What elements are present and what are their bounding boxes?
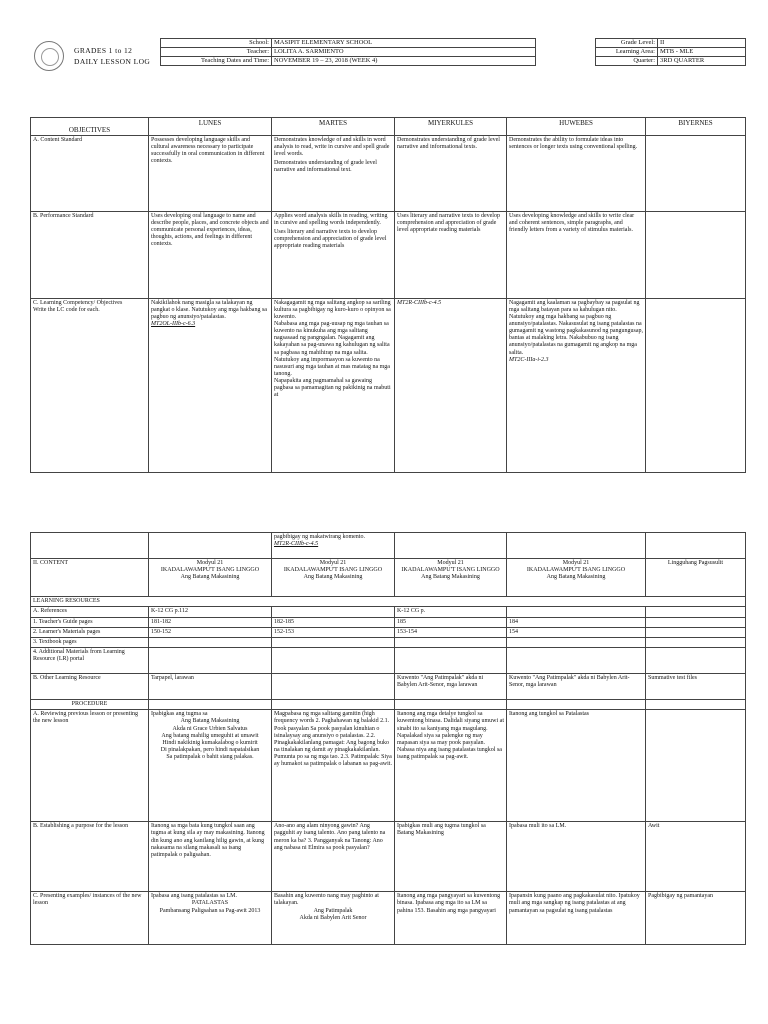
day-biyernes: BIYERNES (646, 118, 746, 136)
competency-martes-4: Napapakita ang pagmamahal sa gawaing pagbasa sa pamamagitan ng pakikinig na mabuti at (274, 377, 391, 399)
competency-huwebes-code: MT2C-IIIa-i-2.3 (509, 356, 549, 363)
area-value: MTB - MLE (658, 48, 746, 57)
content-procedure-table (30, 532, 746, 945)
objectives-table (30, 117, 746, 473)
examples-biyernes: Pagbibigay ng pamantayan (646, 892, 746, 945)
examples-huwebes: Ipapansin kung paano ang pagkakasulat nito. Ipatukoy muli ang mga sangkap ng isang patalastas at ang pamantayan sa pagsulat ng isang patalastas (507, 892, 646, 945)
tg-miyerkules: 185 (395, 618, 507, 628)
examples-lunes-3: Pambansang Paligsahan sa Pag-awit 2013 (159, 907, 261, 914)
review-lunes-1: Ipabigkas ang tugma sa (151, 711, 208, 718)
content-standard-label: A. Content Standard (31, 136, 149, 212)
review-label: A. Reviewing previous lesson or presenting the new lesson (31, 710, 149, 822)
performance-standard-lunes: Uses developing oral language to name and describe people, places, and concrete objects and communicate personal experiences, ideas, thoughts, actions, and feelings in different contexts. (149, 212, 272, 299)
content-martes (272, 559, 395, 597)
day-huwebes: HUWEBES (507, 118, 646, 136)
review-martes: Magpabasa ng mga salitang gamitin (high frequency words 2. Paghahawan ng balakid 2.1. Pook pasyalan Sa pook pasyalan kinuhian o isinalaysay ang anunsiyo o patalastas. 2.2. Pinagkakakilanlang pamagat: Ang bagong buko na tinalakan ng damit ay pinagkakakilanlan. Pumunta po sa ng mga tao. 2.3. Patimpalak: Siya ay humakot sa patimpalak o labanan sa pag-awit. (272, 710, 395, 822)
story-martes: Ang Batang Makasining (303, 574, 363, 581)
procedure-heading: PROCEDURE (31, 700, 149, 710)
header-grades: GRADES 1 to 12 (74, 46, 133, 55)
dates-label: Teaching Dates and Time: (161, 57, 272, 66)
performance-standard-martes-2: Uses literary and narrative texts to develop comprehension and appreciation of grade level appropriate reading materials (274, 229, 387, 250)
other-miyerkules: Kuwento "Ang Patimpalak" akda ni Babylen Arit-Senor, mga larawan (395, 674, 507, 700)
dates-value: NOVEMBER 19 – 23, 2018 (WEEK 4) (272, 57, 536, 66)
content-lunes (149, 559, 272, 597)
performance-standard-martes-1: Applies word analysis skills in reading, writing in cursive and spelling words independently. (274, 213, 388, 227)
header-dll: DAILY LESSON LOG (74, 57, 151, 66)
competency-huwebes (507, 299, 646, 473)
examples-lunes-1: Ipabasa ang isang patalastas sa LM. (151, 893, 237, 900)
deped-seal-icon (34, 41, 64, 71)
content-label: II. CONTENT (31, 559, 149, 597)
grade-value: II (658, 39, 746, 48)
other-resources-label: B. Other Learning Resource (31, 674, 149, 700)
examples-martes-3: Akda ni Babylen Arit Senor (299, 914, 367, 921)
teacher-label: Teacher: (161, 48, 272, 57)
review-miyerkules: Itanong ang mga detalye tungkol sa kuwentong binasa. Dalidali siyang umuwi at sinabi ito sa kaniyang mga magulang. Napalakad siya sa palengke ng may mapasan siya sa may pook pasyalan. Nabasa niya ang isang patalastas tungkol sa isang patimpalak sa pag-awit. (395, 710, 507, 822)
day-lunes: LUNES (149, 118, 272, 136)
week-huwebes: IKADALAWAMPU'T ISANG LINGGO (526, 567, 626, 574)
tg-martes: 182-185 (272, 618, 395, 628)
continued-martes-text: pagbibigay ng makatwirang komento. (274, 534, 365, 540)
day-miyerkules: MIYERKULES (395, 118, 507, 136)
quarter-value: 3RD QUARTER (658, 57, 746, 66)
learners-materials-label: 2. Learner's Materials pages (31, 628, 149, 638)
content-standard-lunes: Possesses developing language skills and cultural awareness necessary to participate successfully in oral communication in different contexts. (149, 136, 272, 212)
tg-lunes: 181-182 (149, 618, 272, 628)
lm-lunes: 150-152 (149, 628, 272, 638)
continued-martes (272, 533, 395, 559)
purpose-miyerkules: Ipabigkas muli ang tugma tungkol sa Batang Makasining (395, 822, 507, 892)
competency-label (31, 299, 149, 473)
content-standard-miyerkules: Demonstrates understanding of grade level narrative and informational texts. (395, 136, 507, 212)
review-huwebes: Itanong ang tungkol sa Patalastas (507, 710, 646, 822)
story-lunes: Ang Batang Makasining (180, 574, 240, 581)
modyul-miyerkules: Modyul 21 (437, 560, 464, 566)
content-standard-martes-1: Demonstrates knowledge of and skills in word analysis to read, write in cursive and spell grade level words. (274, 137, 390, 158)
other-lunes: Tarpapel, larawan (149, 674, 272, 700)
competency-lunes (149, 299, 272, 473)
performance-standard-biyernes (646, 212, 746, 299)
modyul-martes: Modyul 21 (319, 560, 347, 566)
review-lunes-4: Ang batang mahilig umeguhit at umawit (161, 732, 259, 739)
review-lunes-5: Hindi nakikinig kumakalabog o kumirit (162, 739, 258, 746)
content-miyerkules (395, 559, 507, 597)
examples-label: C. Presenting examples/ instances of the new lesson (31, 892, 149, 945)
school-label: School: (161, 39, 272, 48)
performance-standard-martes (272, 212, 395, 299)
additional-materials-label: 4. Additional Materials from Learning Resource (LR) portal (31, 648, 149, 674)
textbook-label: 3. Textbook pages (31, 638, 149, 648)
tg-huwebes: 184 (507, 618, 646, 628)
lm-huwebes: 154 (507, 628, 646, 638)
week-martes: IKADALAWAMPU'T ISANG LINGGO (283, 567, 383, 574)
competency-martes-2: Nababasa ang mga pag-uusap ng mga tauhan sa kuwento na kinukuha ang mga salitang nagsasaad ng pangngalan. Nagagamit ang kakayahan sa pag-unawa ng kahulugan ng salita sa pagbasa ng mahihirap na mga salita. (274, 321, 390, 356)
purpose-label: B. Establishing a purpose for the lesson (31, 822, 149, 892)
purpose-lunes: Itanong sa mga bata kung tungkol saan ang tugma at kung sila ay may makasining. Itanong din kung ano ang kanilang hilig gawin, at kung nakasama na silang makasali sa isang patimpalak o paligsahan. (149, 822, 272, 892)
examples-martes (272, 892, 395, 945)
competency-label-main: C. Learning Competency/ Objectives (33, 300, 123, 306)
competency-martes (272, 299, 395, 473)
examples-lunes-2: PATALASTAS (191, 900, 229, 907)
review-lunes-3: Akda ni Grace Urbien Salvatus (172, 725, 248, 732)
competency-biyernes (646, 299, 746, 473)
competency-lunes-code: MT2OL-IIIb-c-6.3 (151, 321, 196, 328)
competency-martes-1: Nakagagamit ng mga salitang angkop sa sariling kultura sa pagbibigay ng kuro-kuro o opinyon sa kuwento. (274, 300, 391, 321)
performance-standard-miyerkules: Uses literary and narrative texts to develop comprehension and appreciation of grade level appropriate reading materials (395, 212, 507, 299)
story-miyerkules: Ang Batang Makasining (421, 574, 480, 581)
learning-resources-heading: LEARNING RESOURCES (31, 597, 746, 607)
content-standard-huwebes: Demonstrates the ability to formulate ideas into sentences or longer texts using conventional spelling. (507, 136, 646, 212)
performance-standard-label: B. Performance Standard (31, 212, 149, 299)
review-lunes-2: Ang Batang Makasining (180, 718, 240, 725)
examples-miyerkules: Itanong ang mga pangyayari sa kuwentong binasa. Ipabasa ang mga ito sa LM sa pahina 153. Basahin ang mga pangyayari (395, 892, 507, 945)
review-lunes (149, 710, 272, 822)
examples-lunes (149, 892, 272, 945)
week-miyerkules: IKADALAWAMPU'T ISANG LINGGO (401, 567, 500, 574)
teachers-guide-label: 1. Teacher's Guide pages (31, 618, 149, 628)
modyul-huwebes: Modyul 21 (562, 560, 590, 566)
review-lunes-6: Di pinalakpakan, pero hindi napatalsikan (160, 746, 260, 753)
purpose-biyernes: Awit (646, 822, 746, 892)
competency-lunes-text: Nakikilahok nang masigla sa talakayan ng pangkat o klase. Natutukoy ang mga hakbang sa pagbuo ng anunsiyo/patalastas. (151, 300, 267, 321)
day-martes: MARTES (272, 118, 395, 136)
modyul-lunes: Modyul 21 (196, 560, 224, 566)
examples-martes-2: Ang Patimpalak (313, 907, 353, 914)
content-huwebes (507, 559, 646, 597)
week-lunes: IKADALAWAMPU'T ISANG LINGGO (160, 567, 260, 574)
lm-miyerkules: 153-154 (395, 628, 507, 638)
references-label: A. References (31, 607, 149, 618)
examples-martes-1: Basahin ang kuwento nang may paghinto at talakayan. (274, 893, 379, 907)
references-lunes: K-12 CG p.112 (149, 607, 272, 618)
competency-martes-3: Natutukoy ang impormasyon sa kuwento na nasusuri ang mga tauhan at mas matatag na mga tanong. (274, 356, 390, 377)
competency-huwebes-text: Nagagamit ang kaalaman sa pagbaybay sa pagsulat ng mga salitang batayan para sa kahulugan nito. Natutukoy ang mga hakbang sa pagbuo ng anunsiyo/patalastas. Nakasusulat ng isang patalastas na gumagamit ng wastong pagkakasunod ng pangungusap, bantas at malaking letra. Nakabubuo ng isang anunsiyo/patalastas na gumagamit ng angkop na mga salita. (509, 300, 643, 356)
references-miyerkules: K-12 CG p. (395, 607, 507, 618)
competency-miyerkules: MT2R-CIIIb-c-4.5 (395, 299, 507, 473)
content-standard-biyernes (646, 136, 746, 212)
dll-header (30, 38, 745, 74)
header-meta-table (160, 38, 746, 66)
area-label: Learning Area: (596, 48, 658, 57)
other-biyernes: Summative test files (646, 674, 746, 700)
performance-standard-huwebes: Uses developing knowledge and skills to write clear and coherent sentences, simple paragraphs, and friendly letters from a variety of stimulus materials. (507, 212, 646, 299)
other-huwebes: Kuwento "Ang Patimpalak" akda ni Babylen Arit-Senor, mga larawan (507, 674, 646, 700)
continued-martes-code: MT2R-CIIIb-c-4.5 (274, 541, 319, 548)
purpose-huwebes: Ipabasa muli ito sa LM. (507, 822, 646, 892)
quarter-label: Quarter: (596, 57, 658, 66)
story-huwebes: Ang Batang Makasining (546, 574, 606, 581)
school-value: MASIPIT ELEMENTARY SCHOOL (272, 39, 536, 48)
content-standard-martes (272, 136, 395, 212)
content-standard-martes-2: Demonstrates understanding of grade level narrative and informational text. (274, 160, 377, 174)
review-lunes-7: Sa patimpalak o bahit siang palakas. (166, 753, 254, 760)
lm-martes: 152-153 (272, 628, 395, 638)
content-biyernes: Lingguhang Pagsusulit (646, 559, 746, 597)
grade-label: Grade Level: (596, 39, 658, 48)
purpose-martes: Ano-ano ang alam ninyong gawin? Ang pagguhit ay isang talento. Ano pang talento na meron ka ba? 3. Pangganyak na Tanong: Ano ang nabasa ni Elmira sa pook pasyalan? (272, 822, 395, 892)
teacher-value: LOLITA A. SARMIENTO (272, 48, 536, 57)
competency-label-note: Write the LC code for each. (33, 307, 100, 314)
objectives-heading: OBJECTIVES (31, 118, 149, 136)
